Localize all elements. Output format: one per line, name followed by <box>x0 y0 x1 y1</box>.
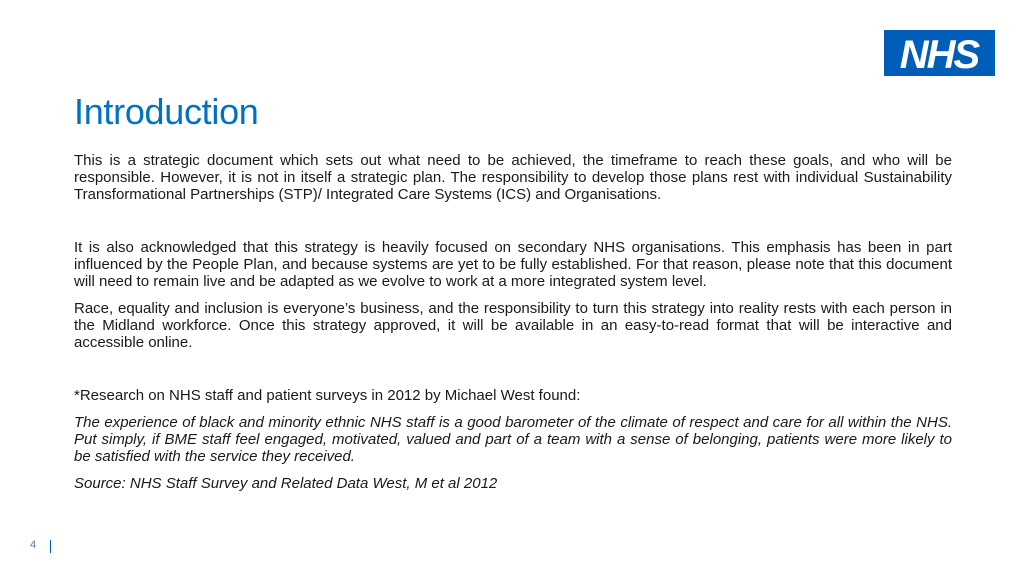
paragraph-race-equality: Race, equality and inclusion is everyone’s business, and the responsibility to turn this strategy into reality rests with each person in the Midland workforce. Once this strategy approved, it will be available in an easy-to-read format that will be interactive and accessible online. <box>74 300 952 351</box>
paragraph-research-intro: *Research on NHS staff and patient surveys in 2012 by Michael West found: <box>74 387 581 404</box>
nhs-logo-text: NHS <box>899 33 979 76</box>
body-content <box>74 152 952 492</box>
paragraph-strategic-document: This is a strategic document which sets out what need to be achieved, the timeframe to reach these goals, and who will be responsible. However, it is not in itself a strategic plan. The responsibility to develop those plans rest with individual Sustainability Transformational Partnerships (STP)/ Integrated Care Systems (ICS) and Organisations. <box>74 152 952 203</box>
paragraph-source: Source: NHS Staff Survey and Related Data West, M et al 2012 <box>74 475 498 492</box>
paragraph-research-quote: The experience of black and minority ethnic NHS staff is a good barometer of the climate of respect and care for all within the NHS. Put simply, if BME staff feel engaged, motivated, valued and part of a team with a sense of belonging, patients were more likely to be satisfied with the service they received. <box>74 414 952 465</box>
page-number: 4 <box>30 539 37 551</box>
paragraph-secondary-focus: It is also acknowledged that this strategy is heavily focused on secondary NHS organisations. This emphasis has been in part influenced by the People Plan, and because systems are yet to be fully established. For that reason, please note that this document will need to remain live and be adapted as we evolve to work at a more integrated system level. <box>74 239 952 290</box>
page-number-divider <box>50 540 51 553</box>
nhs-logo <box>884 30 995 76</box>
nhs-logo-mark <box>884 30 995 76</box>
page-title: Introduction <box>74 91 259 132</box>
